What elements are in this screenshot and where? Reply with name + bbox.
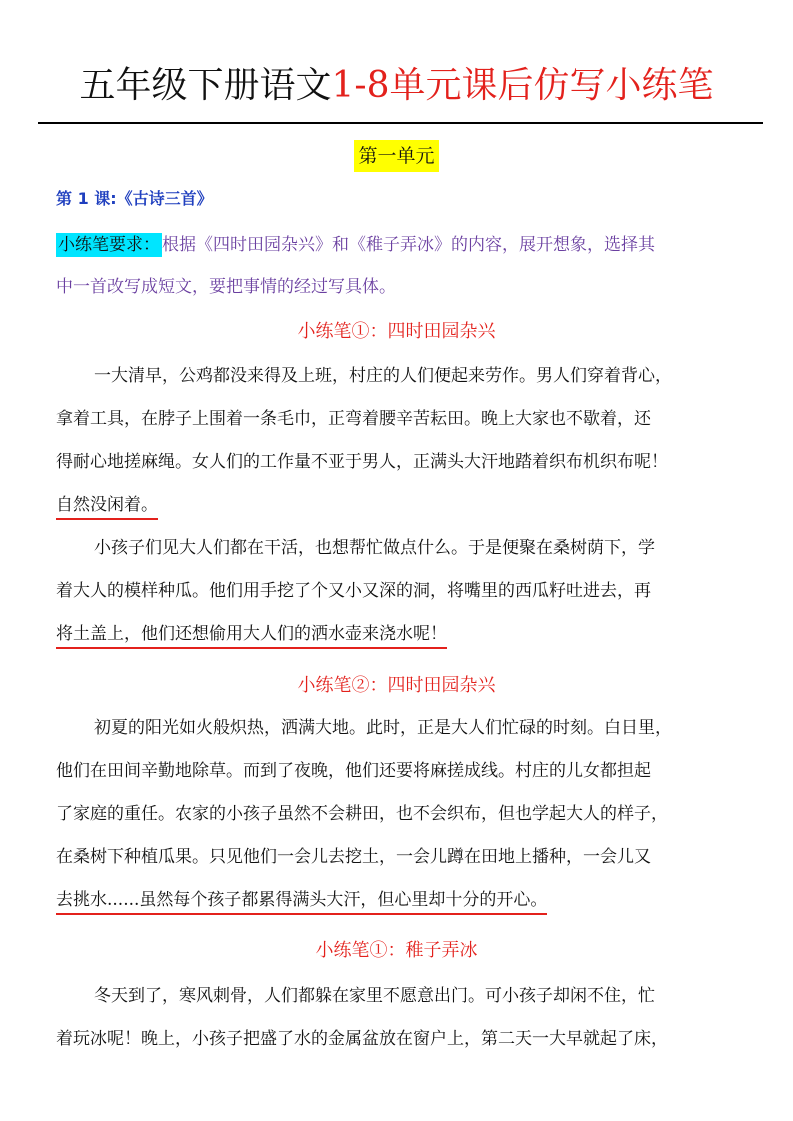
section-heading: 小练笔①：稚子弄冰 <box>315 940 478 961</box>
text-line <box>56 880 748 923</box>
line-text: 自然没闲着。 <box>56 495 158 520</box>
line-text: 一大清早，公鸡都没来得及上班，村庄的人们便起来劳作。男人们穿着背心， <box>94 356 748 399</box>
text-line <box>56 794 748 837</box>
title-red-part: 1-8单元课后仿写小练笔 <box>331 65 714 106</box>
text-line <box>56 442 748 485</box>
line-text: 将土盖上，他们还想偷用大人们的洒水壶来浇水呢！ <box>56 624 447 649</box>
title-black-part: 五年级下册语文 <box>79 65 332 106</box>
text-line <box>56 614 748 657</box>
text-line <box>56 837 748 880</box>
text-line <box>56 528 748 571</box>
text-line <box>56 751 748 794</box>
line-text: 小孩子们见大人们都在干活，也想帮忙做点什么。于是便聚在桑树荫下，学 <box>94 528 748 571</box>
text-line <box>56 708 748 751</box>
requirement-text: 根据《四时田园杂兴》和《稚子弄冰》的内容，展开想象，选择其 <box>162 235 655 255</box>
paragraph <box>56 528 748 657</box>
lesson-heading: 第 1 课:《古诗三首》 <box>56 189 213 208</box>
line-text: 在桑树下种植瓜果。只见他们一会儿去挖土，一会儿蹲在田地上播种，一会儿又 <box>56 837 748 880</box>
line-text: 了家庭的重任。农家的小孩子虽然不会耕田，也不会织布，但也学起大人的样子， <box>56 794 748 837</box>
line-text: 得耐心地搓麻绳。女人们的工作量不亚于男人，正满头大汗地踏着织布机织布呢！ <box>56 442 748 485</box>
unit-heading-wrap <box>0 140 793 172</box>
line-text: 着大人的模样种瓜。他们用手挖了个又小又深的洞，将嘴里的西瓜籽吐进去，再 <box>56 571 748 614</box>
paragraph <box>56 976 748 1062</box>
text-line <box>56 976 748 1019</box>
unit-heading: 第一单元 <box>354 140 438 172</box>
requirement-line <box>56 225 748 267</box>
paragraph <box>56 708 748 923</box>
text-line <box>56 571 748 614</box>
paragraph <box>56 356 748 528</box>
title-divider <box>38 122 763 124</box>
exercise-requirement <box>56 225 748 309</box>
line-text: 着玩冰呢！晚上，小孩子把盛了水的金属盆放在窗户上，第二天一大早就起了床， <box>56 1019 748 1062</box>
section-heading: 小练笔②：四时田园杂兴 <box>297 675 496 696</box>
text-line <box>56 485 748 528</box>
text-line <box>56 356 748 399</box>
section-heading: 小练笔①：四时田园杂兴 <box>297 321 496 342</box>
text-line <box>56 399 748 442</box>
line-text: 拿着工具，在脖子上围着一条毛巾，正弯着腰辛苦耘田。晚上大家也不歇着，还 <box>56 399 748 442</box>
requirement-text: 中一首改写成短文，要把事情的经过写具体。 <box>56 277 396 297</box>
line-text: 去挑水......虽然每个孩子都累得满头大汗，但心里却十分的开心。 <box>56 890 547 915</box>
requirement-tag: 小练笔要求： <box>58 235 160 255</box>
document-title <box>0 56 793 116</box>
line-text: 他们在田间辛勤地除草。而到了夜晚，他们还要将麻搓成线。村庄的儿女都担起 <box>56 751 748 794</box>
line-text: 冬天到了，寒风刺骨，人们都躲在家里不愿意出门。可小孩子却闲不住，忙 <box>94 976 748 1019</box>
requirement-line <box>56 267 748 309</box>
text-line <box>56 1019 748 1062</box>
line-text: 初夏的阳光如火般炽热，洒满大地。此时，正是大人们忙碌的时刻。白日里， <box>94 708 748 751</box>
